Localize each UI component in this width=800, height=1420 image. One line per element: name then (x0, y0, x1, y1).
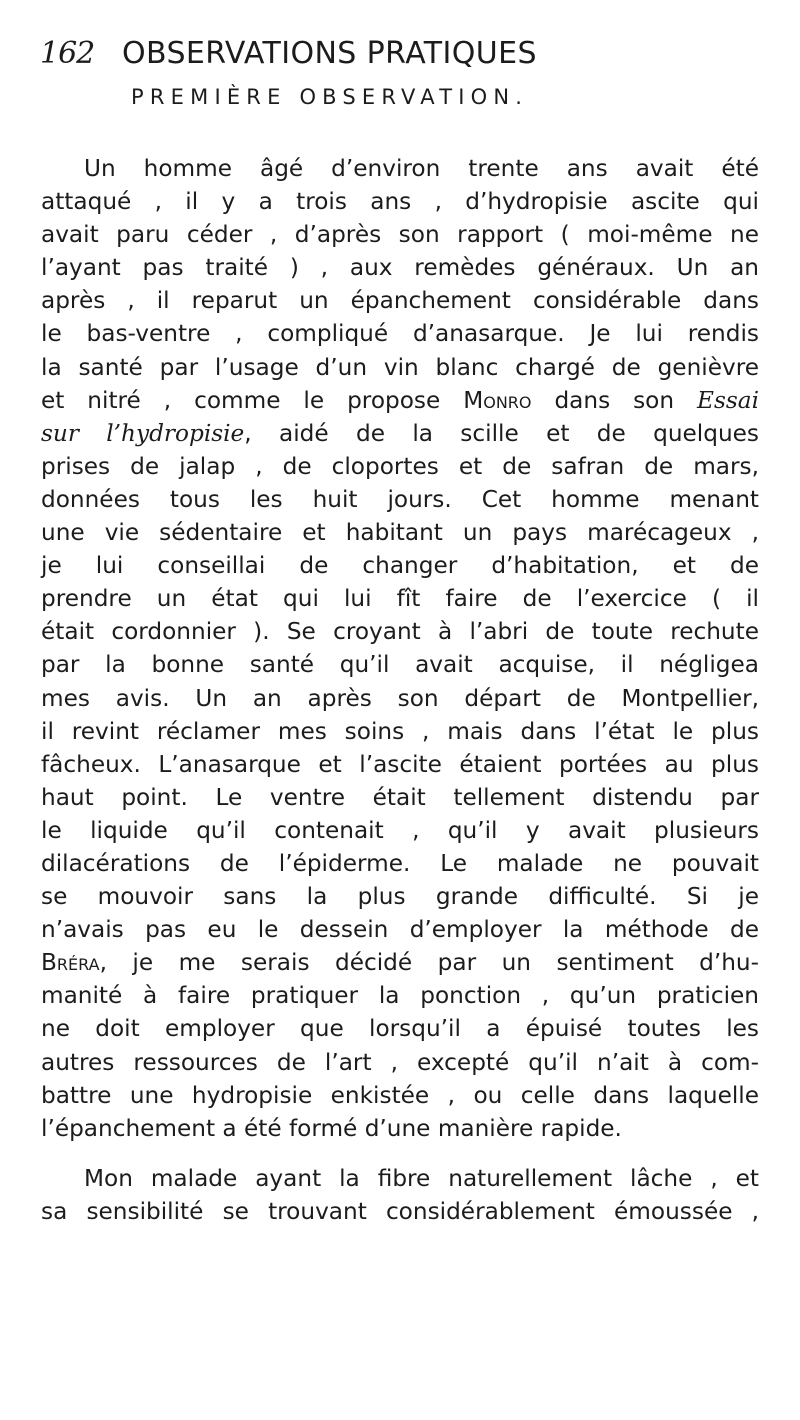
text-line: le bas-ventre , compliqué d’anasarque. Je lui rendis (41, 320, 759, 348)
text-line: avait paru céder , d’après son rapport ( moi-même ne (41, 221, 759, 249)
text-line: après , il reparut un épanchement considérable dans (41, 287, 759, 315)
text-line: mes avis. Un an après son départ de Montpellier, (41, 684, 759, 712)
text-line: haut point. Le ventre était tellement distendu par (41, 783, 759, 811)
text-line: manité à faire pratiquer la ponction , qu’un praticien (41, 982, 759, 1010)
running-head (40, 30, 760, 76)
running-title: OBSERVATIONS PRATIQUES (122, 36, 537, 71)
text-line: se mouvoir sans la plus grande difficulté. Si je (41, 883, 759, 911)
text-line: la santé par l’usage d’un vin blanc chargé de genièvre (41, 353, 759, 381)
text-line: Un homme âgé d’environ trente ans avait été (84, 155, 759, 182)
text-line: autres ressources de l’art , excepté qu’il n’ait à com- (41, 1048, 759, 1076)
text-run: dans son (554, 386, 675, 414)
paragraph-gap (41, 1145, 759, 1162)
text-line (41, 384, 759, 417)
book-title-hydropisie: sur l’hydropisie (41, 419, 245, 447)
page-number: 162 (40, 36, 95, 71)
author-name-brera: Bréra (41, 949, 100, 977)
text-line: par la bonne santé qu’il avait acquise, il négligea (41, 651, 759, 679)
text-line: sa sensibilité se trouvant considérablement émoussée , (41, 1197, 759, 1225)
text-line: ne doit employer que lorsqu’il a épuisé toutes les (41, 1015, 759, 1043)
text-line: battre une hydropisie enkistée , ou celle dans laquelle (41, 1081, 759, 1109)
text-line: l’épanchement a été formé d’une manière rapide. (41, 1114, 622, 1142)
author-name-monro: Monro (463, 386, 532, 414)
text-line: le liquide qu’il contenait , qu’il y avait plusieurs (41, 816, 759, 844)
section-title: PREMIÈRE OBSERVATION. (131, 85, 529, 109)
text-line: fâcheux. L’anasarque et l’ascite étaient portées au plus (41, 750, 759, 778)
text-line: était cordonnier ). Se croyant à l’abri de toute rechute (41, 618, 759, 646)
text-line: une vie sédentaire et habitant un pays marécageux , (41, 519, 759, 547)
body-text (41, 152, 759, 1228)
text-line: n’avais pas eu le dessein d’employer la méthode de (41, 916, 759, 944)
text-line: l’ayant pas traité ) , aux remèdes généraux. Un an (41, 254, 759, 282)
text-line: données tous les huit jours. Cet homme menant (41, 485, 759, 513)
book-title-essai: Essai (697, 386, 759, 414)
text-line (41, 946, 759, 979)
text-line: il revint réclamer mes soins , mais dans l’état le plus (41, 717, 759, 745)
text-line: Mon malade ayant la fibre naturellement lâche , et (84, 1164, 759, 1192)
text-run: , je me serais décidé par un sentiment d’hu- (99, 949, 759, 977)
text-line: attaqué , il y a trois ans , d’hydropisie ascite qui (41, 188, 759, 216)
text-line: je lui conseillai de changer d’habitation, et de (41, 552, 759, 580)
text-line: prises de jalap , de cloportes et de safran de mars, (41, 452, 759, 480)
text-line: dilacérations de l’épiderme. Le malade ne pouvait (41, 849, 759, 877)
text-line: prendre un état qui lui fît faire de l’exercice ( il (41, 585, 759, 613)
text-line (41, 417, 759, 450)
text-run: et nitré , comme le propose (41, 386, 441, 414)
text-run: , aidé de la scille et de quelques (244, 419, 760, 447)
